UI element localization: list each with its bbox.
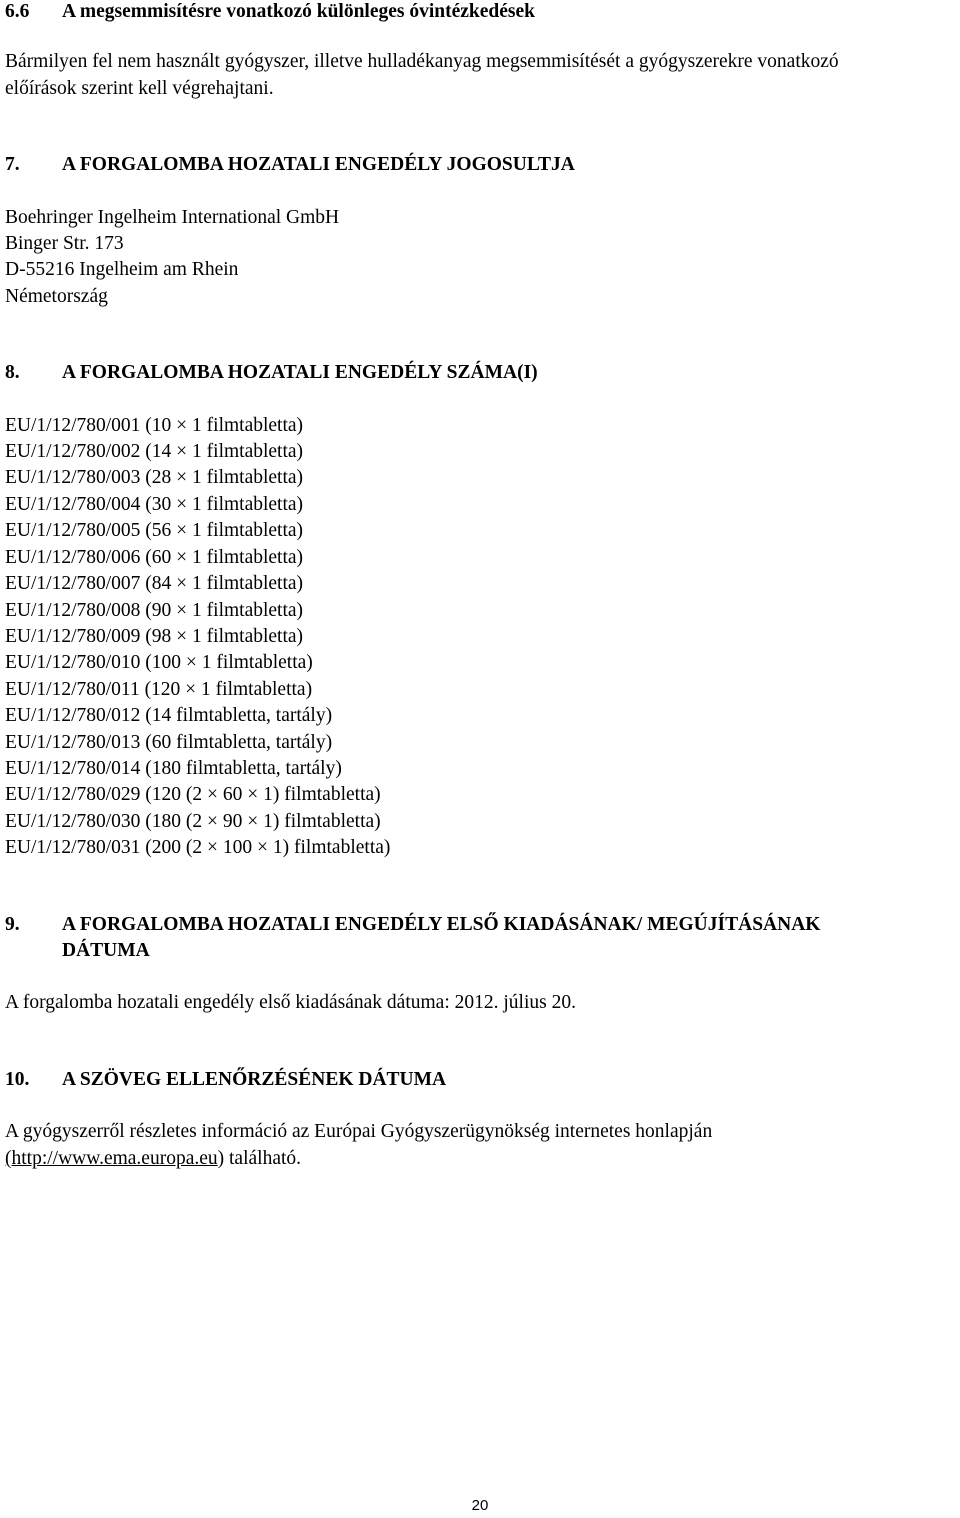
authorisation-number: EU/1/12/780/008 (90 × 1 filmtabletta): [5, 599, 304, 621]
authorisation-number: EU/1/12/780/010 (100 × 1 filmtabletta): [5, 652, 313, 674]
section-9-heading: [5, 912, 950, 965]
authorisation-number: EU/1/12/780/007 (84 × 1 filmtabletta): [5, 573, 304, 595]
authorisation-number: EU/1/12/780/029 (120 (2 × 60 × 1) filmtabletta): [5, 784, 381, 806]
address-line: Boehringer Ingelheim International GmbH: [5, 206, 340, 228]
section-6-6-number: 6.6: [5, 1, 30, 22]
authorisation-number: EU/1/12/780/031 (200 (2 × 100 × 1) filmtabletta): [5, 837, 391, 859]
section-8-number: 8.: [5, 362, 20, 384]
authorisation-number: EU/1/12/780/012 (14 filmtabletta, tartály): [5, 705, 333, 727]
section-8-title: A FORGALOMBA HOZATALI ENGEDÉLY SZÁMA(I): [62, 362, 538, 384]
section-10-title: A SZÖVEG ELLENŐRZÉSÉNEK DÁTUMA: [62, 1068, 447, 1090]
section-9-number: 9.: [5, 913, 20, 935]
section-8-heading: [5, 360, 950, 386]
address-line: Binger Str. 173: [5, 233, 124, 255]
authorisation-number: EU/1/12/780/006 (60 × 1 filmtabletta): [5, 546, 304, 568]
section-7-number: 7.: [5, 154, 20, 176]
document-page: [5, 0, 950, 1172]
section-10-heading: [5, 1067, 950, 1093]
authorisation-number: EU/1/12/780/011 (120 × 1 filmtabletta): [5, 678, 313, 700]
authorisation-number: EU/1/12/780/001 (10 × 1 filmtabletta): [5, 414, 304, 436]
authorisation-number: EU/1/12/780/005 (56 × 1 filmtabletta): [5, 520, 304, 542]
page-number: 20: [471, 1497, 489, 1514]
section-7-heading: [5, 152, 950, 178]
section-10-body-line: A gyógyszerről részletes információ az Európai Gyógyszerügynökség internetes honlapján: [5, 1121, 713, 1143]
section-10-body: [5, 1119, 950, 1172]
section-10-body-rest: ) található.: [217, 1147, 302, 1169]
section-10-body-line: [5, 1146, 950, 1172]
section-6-6-body-line: előírások szerint kell végrehajtani.: [5, 77, 274, 99]
first-authorisation-date: A forgalomba hozatali engedély első kiadásának dátuma: 2012. július 20.: [5, 992, 576, 1014]
authorisation-number: EU/1/12/780/002 (14 × 1 filmtabletta): [5, 441, 304, 463]
section-6-6-body: [5, 49, 950, 102]
section-6-6-body-line: Bármilyen fel nem használt gyógyszer, illetve hulladékanyag megsemmisítését a gyógyszerekre vonatkozó: [5, 51, 839, 73]
section-6-6-heading: [5, 0, 950, 25]
authorisation-number: EU/1/12/780/009 (98 × 1 filmtabletta): [5, 625, 304, 647]
authorisation-number: EU/1/12/780/013 (60 filmtabletta, tartály): [5, 731, 333, 753]
address-line: D-55216 Ingelheim am Rhein: [5, 259, 239, 281]
section-7-title: A FORGALOMBA HOZATALI ENGEDÉLY JOGOSULTJA: [62, 154, 575, 176]
section-9-title: [62, 912, 950, 965]
authorisation-number: EU/1/12/780/004 (30 × 1 filmtabletta): [5, 493, 304, 515]
section-6-6-title: A megsemmisítésre vonatkozó különleges óvintézkedések: [62, 1, 536, 22]
authorisation-number-list: [5, 413, 950, 862]
address-line: Németország: [5, 285, 108, 307]
ema-website-link[interactable]: http://www.ema.europa.eu: [11, 1147, 218, 1169]
authorisation-number: EU/1/12/780/030 (180 (2 × 90 × 1) filmtabletta): [5, 810, 381, 832]
section-10-number: 10.: [5, 1068, 30, 1090]
authorisation-number: EU/1/12/780/003 (28 × 1 filmtabletta): [5, 467, 304, 489]
holder-address: [5, 205, 950, 311]
section-9-title-line: A FORGALOMBA HOZATALI ENGEDÉLY ELSŐ KIADÁSÁNAK/ MEGÚJÍTÁSÁNAK: [62, 913, 821, 935]
authorisation-number: EU/1/12/780/014 (180 filmtabletta, tartály): [5, 757, 342, 779]
paren-open: (: [5, 1147, 12, 1169]
section-9-title-line: DÁTUMA: [62, 939, 150, 961]
